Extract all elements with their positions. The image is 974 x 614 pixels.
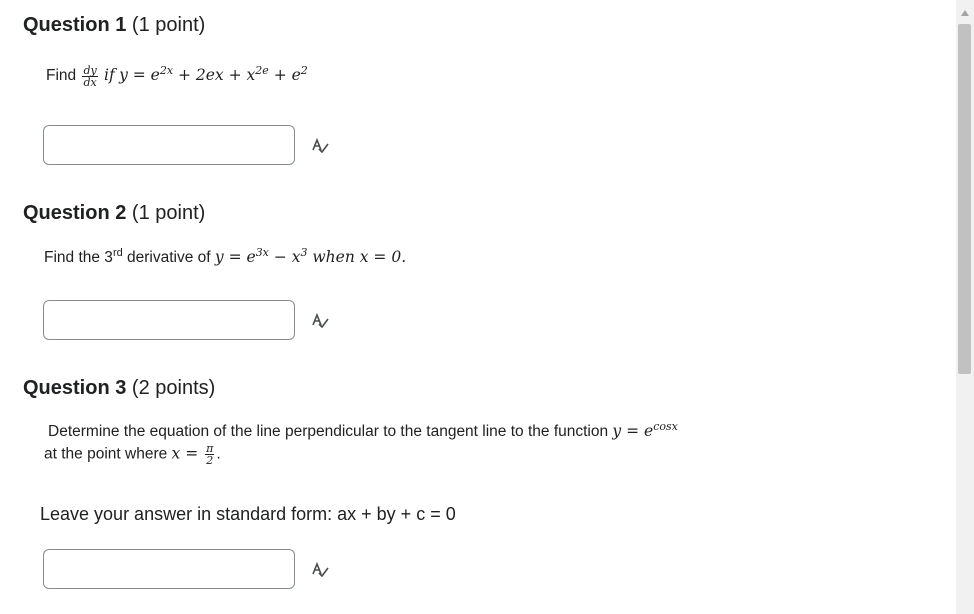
question-1-prompt: Find $\frac{dy}{dx}$ if $y = e^{2x} + 2ex + x^{2e} + e^2$: [46, 63, 308, 89]
spellcheck-icon[interactable]: [310, 560, 330, 580]
question-points: (1 point): [131, 14, 206, 36]
question-3-prompt-line2: at the point where x = $\frac{\pi}{2}$ .: [44, 442, 221, 467]
question-number: Question 3: [23, 377, 127, 399]
question-3-instruction: Leave your answer in standard form: ax + by + c = 0: [40, 504, 456, 524]
question-2-prompt: Find the 3rd derivative of $y = e^{3x} - x^3$ when x = 0.: [44, 246, 407, 267]
derivative-fraction: $\frac{dy}{dx}$: [83, 63, 97, 89]
question-2-title: [23, 202, 205, 225]
question-number: Question 1: [23, 14, 127, 36]
vertical-scrollbar[interactable]: [956, 0, 974, 614]
question-1-answer-input[interactable]: [43, 125, 295, 165]
question-3-answer-input[interactable]: [43, 549, 295, 589]
question-points: (2 points): [131, 377, 216, 399]
spellcheck-icon[interactable]: [310, 311, 330, 331]
question-3-prompt-line1: Determine the equation of the line perpendicular to the tangent line to the function $y = e^{cosx}$: [48, 420, 678, 441]
question-number: Question 2: [23, 202, 127, 224]
scrollbar-thumb[interactable]: [958, 24, 971, 374]
pi-over-two-fraction: $\frac{\pi}{2}$: [206, 442, 214, 467]
question-points: (1 point): [131, 202, 206, 224]
question-2-answer-input[interactable]: [43, 300, 295, 340]
question-3-title: [23, 377, 215, 400]
spellcheck-icon[interactable]: [310, 136, 330, 156]
question-1-title: [23, 14, 205, 37]
scroll-up-arrow-icon[interactable]: [961, 10, 969, 16]
